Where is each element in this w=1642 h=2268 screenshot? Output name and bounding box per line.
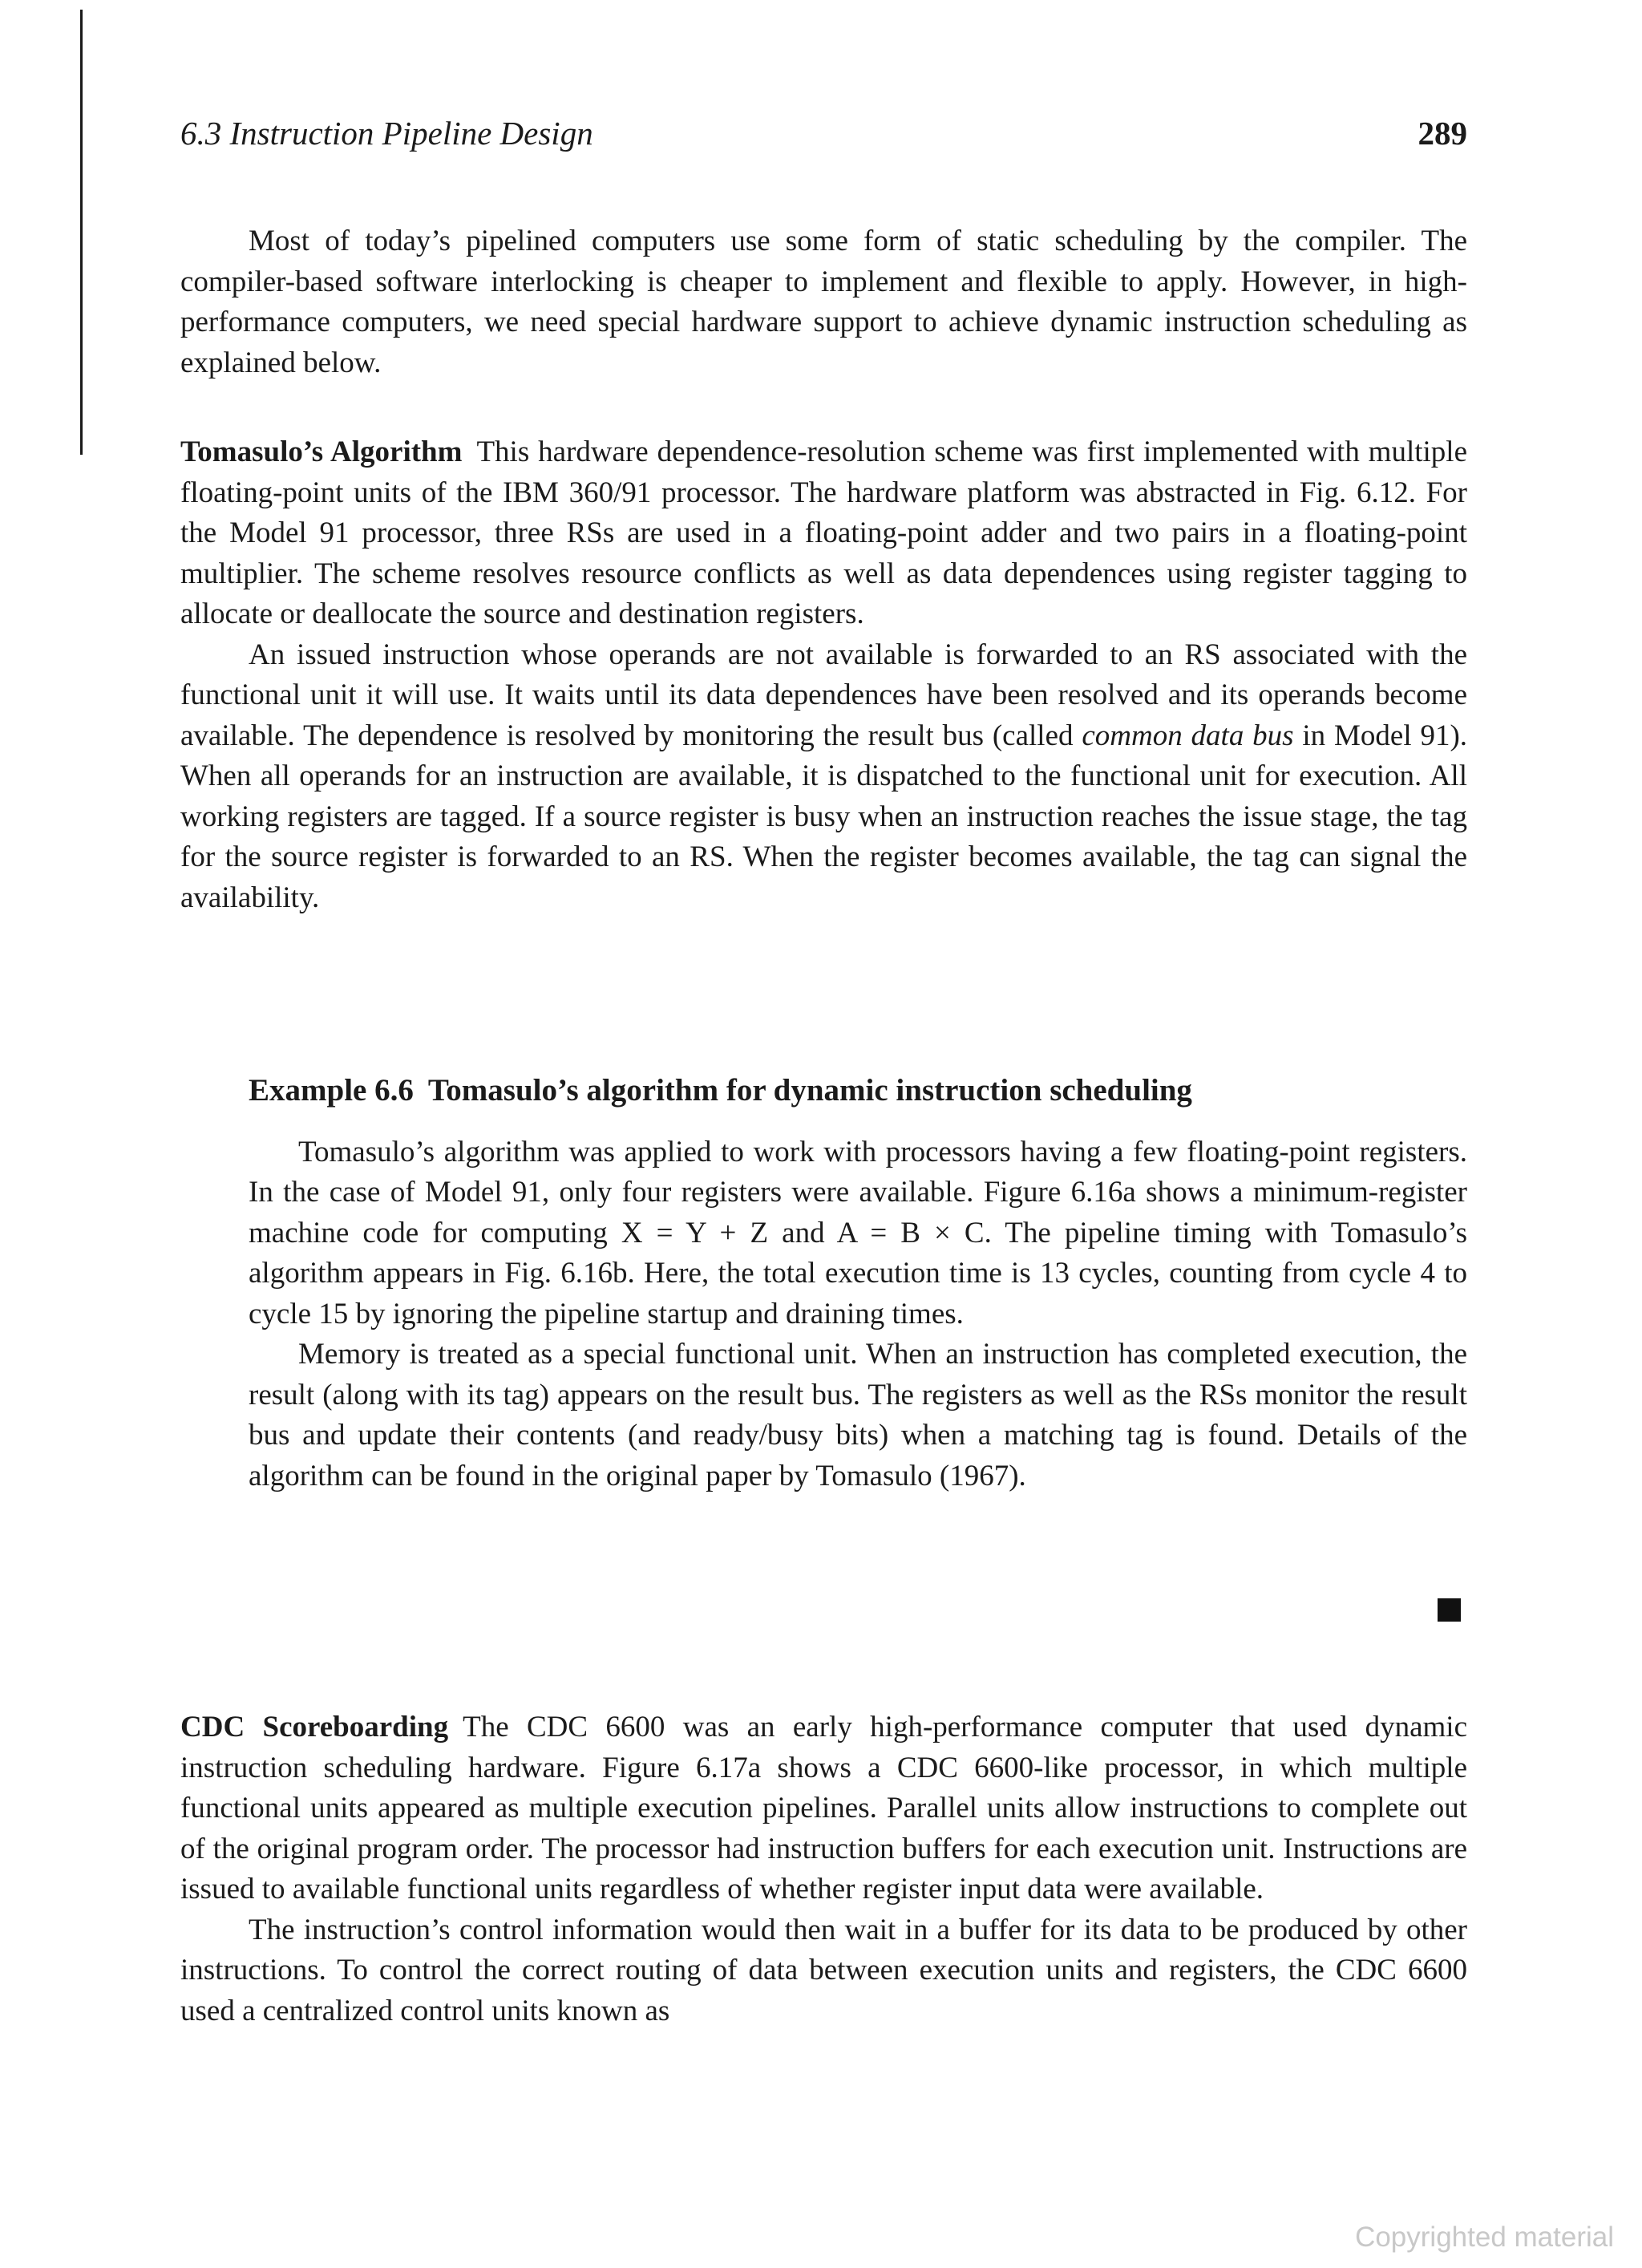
example-heading [249,1071,1467,1112]
copyright-watermark: Copyrighted material [1355,2221,1614,2253]
tomasulo-heading: Tomasulo’s Algorithm [180,435,463,468]
end-of-example-mark [1438,1598,1461,1622]
tomasulo-paragraph-1-text: This hardware dependence-resolution scheme was first implemented with multiple floating-point units of the IBM 360/91 processor. The hardware platform was abstracted in Fig. 6.12. For the Model 91 processor, three RSs are used in a floating-point adder and two pairs in a floating-point multiplier. The scheme resolves resource conflicts as well as data dependences using register tagging to allocate or deallocate the source and destination registers. [180,435,1467,630]
example-section [249,1071,1467,1496]
tomasulo-paragraph-1 [180,432,1467,635]
example-paragraph-2: Memory is treated as a special functional unit. When an instruction has completed execution, the result (along with its tag) appears on the result bus. The registers as well as the RSs monitor the result bus and update their contents (and ready/busy bits) when a matching tag is found. Details of the algorithm can be found in the original paper by Tomasulo (1967). [249,1338,1467,1492]
cdc-paragraph-2: The instruction’s control information would then wait in a buffer for its data to be produced by other instructions. To control the correct routing of data between execution units and registers, the CDC 6600 used a centralized control units known as [180,1913,1467,2027]
intro-section [180,221,1467,383]
page-number: 289 [1418,115,1467,152]
section-title: 6.3 Instruction Pipeline Design [180,115,593,152]
tomasulo-section [180,432,1467,918]
tomasulo-paragraph-2-text-a: An issued instruction whose operands are not available is forwarded to an RS associated with the functional unit it will use. It waits until its data dependences have been resolved and its operands become available. The dependence is resolved by monitoring the result bus (called [180,638,1467,752]
running-head [180,114,1467,162]
intro-paragraph: Most of today’s pipelined computers use some form of static scheduling by the compiler. The compiler-based software interlocking is cheaper to implement and flexible to apply. However, in high-performance computers, we need special hardware support to achieve dynamic instruction scheduling as explained below. [180,225,1467,379]
cdc-paragraph-1 [180,1707,1467,1910]
common-data-bus-term: common data bus [1082,719,1294,752]
cdc-section [180,1707,1467,2031]
example-title: Tomasulo’s algorithm for dynamic instruction scheduling [427,1073,1192,1108]
example-paragraph-1: Tomasulo’s algorithm was applied to work with processors having a few floating-point registers. In the case of Model 91, only four registers were available. Figure 6.16a shows a minimum-register machine code for computing X = Y + Z and A = B × C. The pipeline timing with Tomasulo’s algorithm appears in Fig. 6.16b. Here, the total execution time is 13 cycles, counting from cycle 4 to cycle 15 by ignoring the pipeline startup and draining times. [249,1135,1467,1330]
cdc-heading: CDC Scoreboarding [180,1711,449,1744]
tomasulo-paragraph-2-text-b: in Model 91). When all operands for an instruction are available, it is dispatched to the functional unit for execution. All working registers are tagged. If a source register is busy when an instruction reaches the issue stage, the tag for the source register is forwarded to an RS. When the register becomes available, the tag can signal the availability. [180,719,1468,914]
example-number: Example 6.6 [249,1073,414,1108]
cdc-paragraph-1-text: The CDC 6600 was an early high-performance computer that used dynamic instruction scheduling hardware. Figure 6.17a shows a CDC 6600-like processor, in which multiple functional units appeared as multiple execution pipelines. Parallel units allow instructions to complete out of the original program order. The processor had instruction buffers for each execution unit. Instructions are issued to available functional units regardless of whether register input data were available. [180,1711,1467,1906]
tomasulo-paragraph-2 [180,635,1467,919]
scan-margin-line [80,10,83,455]
